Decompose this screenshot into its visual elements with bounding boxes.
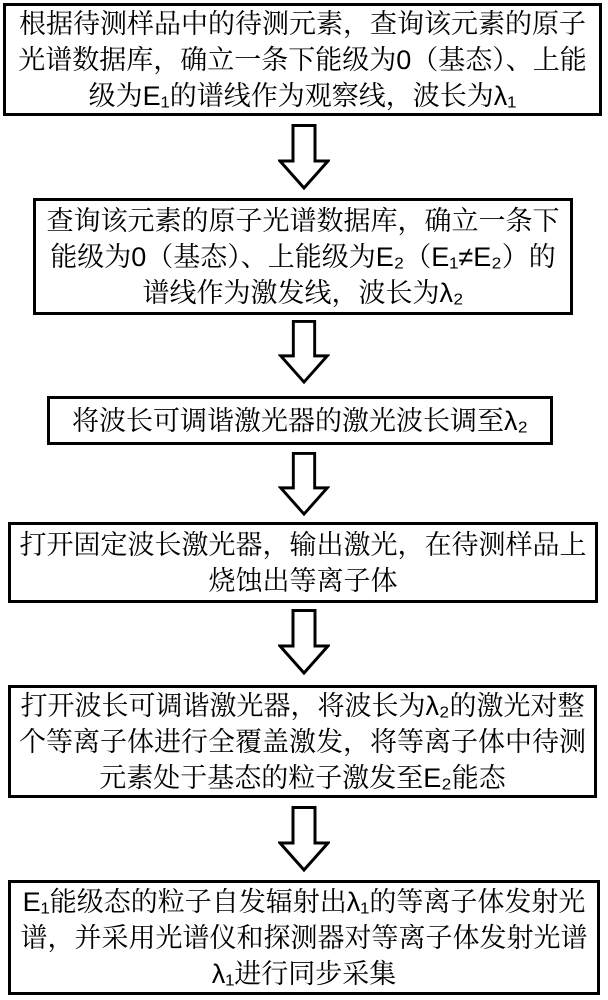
flow-step-3 bbox=[47, 396, 553, 445]
flow-step-5-text: 打开波长可调谐激光器，将波长为λ₂的激光对整个等离子体进行全覆盖激发，将等离子体中待测元素处于基态的粒子激发至E₂能态 bbox=[19, 690, 586, 793]
down-arrow-icon bbox=[278, 124, 330, 190]
down-arrow-icon bbox=[278, 320, 330, 384]
flow-step-1 bbox=[3, 3, 602, 116]
down-arrow-icon bbox=[278, 609, 330, 675]
flow-step-2 bbox=[33, 198, 573, 315]
flow-step-6 bbox=[8, 880, 600, 995]
down-arrow-icon bbox=[278, 806, 330, 872]
flow-step-6-text: E₁能级态的粒子自发辐射出λ₁的等离子体发射光谱，并采用光谱仪和探测器对等离子体发射光谱λ₁进行同步采集 bbox=[20, 886, 588, 989]
flow-step-5 bbox=[8, 685, 597, 798]
flow-step-2-text: 查询该元素的原子光谱数据库，确立一条下能级为0（基态）、上能级为E₂（E₁≠E₂）的谱线作为激发线，波长为λ₂ bbox=[46, 205, 560, 308]
flow-step-3-text: 将波长可调谐激光器的激光波长调至λ₂ bbox=[72, 405, 528, 436]
flow-step-4-text: 打开固定波长激光器，输出激光，在待测样品上烧蚀出等离子体 bbox=[19, 529, 587, 596]
down-arrow-icon bbox=[278, 452, 330, 516]
flow-step-1-text: 根据待测样品中的待测元素，查询该元素的原子光谱数据库，确立一条下能级为0（基态）、上能级为E₁的谱线作为观察线，波长为λ₁ bbox=[18, 8, 587, 111]
flow-step-4 bbox=[8, 522, 598, 603]
